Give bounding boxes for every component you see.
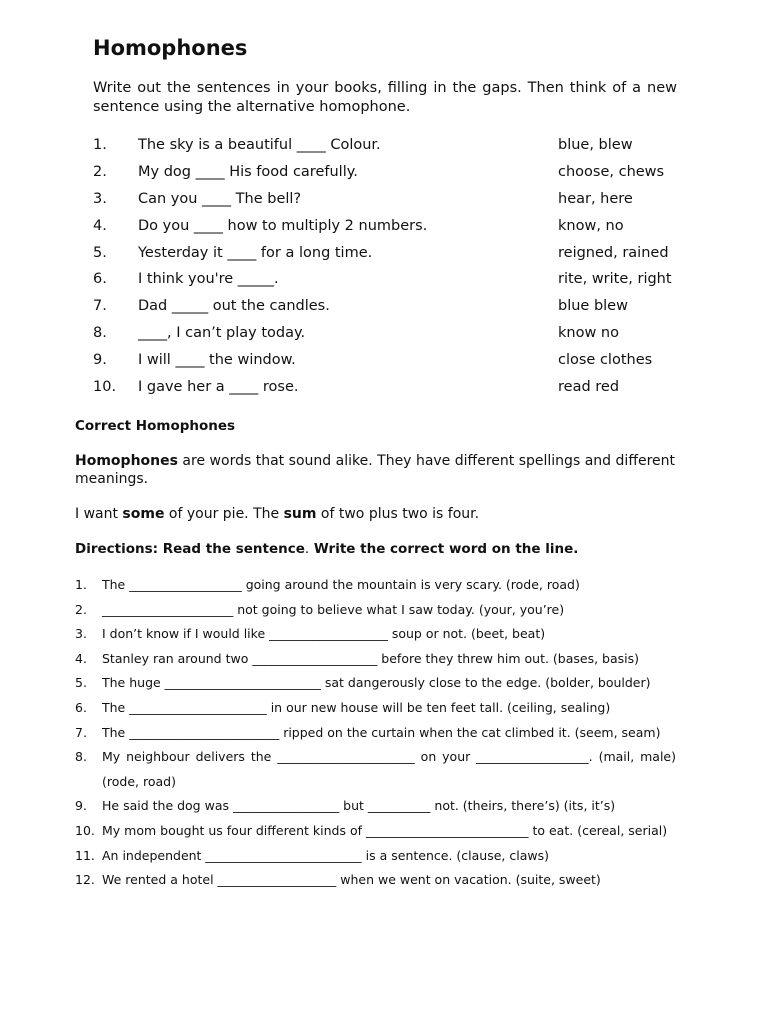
- exercise-2-item: [75, 745, 676, 794]
- exercise-1-item: [93, 346, 683, 373]
- item-number: 3.: [93, 190, 107, 207]
- item-sentence: Dad _____ out the candles.: [138, 298, 330, 315]
- exercise-1-item: [93, 320, 683, 347]
- exercise-1-item: [93, 132, 683, 159]
- item-number: 8.: [93, 324, 107, 341]
- example-sentence: [75, 506, 479, 522]
- example-part: of your pie. The: [164, 506, 284, 522]
- item-number: 1.: [75, 577, 87, 592]
- item-sentence: I think you're _____.: [138, 271, 279, 288]
- item-sentence: Yesterday it ____ for a long time.: [138, 244, 373, 261]
- exercise-1-item: [93, 186, 683, 213]
- item-text: My neighbour delivers the ______________________ on your __________________. (mail, male) (rode, road): [102, 749, 676, 789]
- definition-term: Homophones: [75, 453, 178, 469]
- item-number: 12.: [75, 872, 95, 888]
- item-number: 5.: [75, 675, 87, 691]
- item-number: 9.: [75, 798, 87, 814]
- item-number: 4.: [75, 650, 87, 666]
- item-number: 8.: [75, 749, 87, 765]
- item-number: 6.: [93, 271, 107, 288]
- item-text: An independent _________________________ is a sentence. (clause, claws): [102, 847, 549, 863]
- item-text: The __________________ going around the mountain is very scary. (rode, road): [102, 577, 580, 592]
- exercise-2-item: [75, 844, 676, 869]
- item-sentence: The sky is a beautiful ____ Colour.: [138, 137, 381, 154]
- item-text: He said the dog was _________________ but __________ not. (theirs, there’s) (its, it’s): [102, 798, 616, 814]
- exercise-1-item: [93, 373, 683, 400]
- item-options: know no: [558, 324, 619, 341]
- item-options: blue, blew: [558, 137, 633, 154]
- example-part: I want: [75, 506, 123, 522]
- example-bold-word: sum: [283, 506, 317, 522]
- item-number: 6.: [75, 699, 87, 715]
- definition-text: [75, 452, 675, 488]
- exercise-2-list: [75, 573, 676, 893]
- exercise-2-item: [75, 573, 676, 598]
- item-number: 10.: [93, 378, 117, 395]
- exercise-1-item: [93, 266, 683, 293]
- item-number: 2.: [93, 164, 107, 181]
- directions-part: Write the correct word on the line.: [309, 541, 579, 557]
- exercise-2-item: [75, 696, 676, 721]
- exercise-1-item: [93, 293, 683, 320]
- item-text: My mom bought us four different kinds of __________________________ to eat. (cereal, serial): [102, 822, 668, 838]
- item-text: _____________________ not going to believe what I saw today. (your, you’re): [102, 601, 565, 617]
- item-options: blue blew: [558, 298, 628, 315]
- item-sentence: I will ____ the window.: [138, 351, 296, 368]
- directions-part: Directions: Read the sentence: [75, 541, 305, 557]
- directions-dot: .: [304, 541, 310, 557]
- item-options: read red: [558, 378, 620, 395]
- item-options: close clothes: [558, 351, 653, 368]
- directions-text: [75, 541, 578, 557]
- exercise-2-item: [75, 868, 676, 893]
- exercise-2-item: [75, 721, 676, 746]
- item-sentence: I gave her a ____ rose.: [138, 378, 299, 395]
- item-number: 4.: [93, 217, 107, 234]
- exercise-1-list: [93, 132, 683, 400]
- item-sentence: ____, I can’t play today.: [138, 324, 306, 341]
- item-sentence: Do you ____ how to multiply 2 numbers.: [138, 217, 428, 234]
- item-number: 9.: [93, 351, 107, 368]
- exercise-2-item: [75, 794, 676, 819]
- item-text: We rented a hotel ___________________ when we went on vacation. (suite, sweet): [102, 872, 601, 888]
- item-number: 7.: [93, 298, 107, 315]
- item-sentence: My dog ____ His food carefully.: [138, 164, 358, 181]
- exercise-1-item: [93, 239, 683, 266]
- item-options: know, no: [558, 217, 624, 234]
- item-text: Stanley ran around two ____________________ before they threw him out. (bases, basis): [102, 650, 640, 666]
- item-number: 5.: [93, 244, 107, 261]
- item-options: rite, write, right: [558, 271, 672, 288]
- item-number: 10.: [75, 822, 95, 838]
- item-number: 2.: [75, 601, 87, 617]
- section-heading: Correct Homophones: [75, 418, 236, 434]
- exercise-2-item: [75, 819, 676, 844]
- exercise-2-item: [75, 622, 676, 647]
- item-text: I don’t know if I would like ___________________ soup or not. (beet, beat): [102, 626, 546, 642]
- item-options: choose, chews: [558, 164, 665, 181]
- item-number: 3.: [75, 626, 87, 642]
- exercise-1-item: [93, 212, 683, 239]
- item-options: reigned, rained: [558, 244, 669, 261]
- intro-text: Write out the sentences in your books, filling in the gaps. Then think of a new sentence using the alternative homophone.: [93, 80, 677, 115]
- item-number: 1.: [93, 137, 107, 154]
- exercise-2-item: [75, 647, 676, 672]
- exercise-2-item: [75, 598, 676, 623]
- exercise-2-item: [75, 671, 676, 696]
- item-text: The huge _________________________ sat dangerously close to the edge. (bolder, boulder): [102, 675, 651, 691]
- item-number: 7.: [75, 724, 87, 740]
- item-text: The ______________________ in our new house will be ten feet tall. (ceiling, sealing): [102, 699, 611, 715]
- page-title: Homophones: [93, 36, 248, 60]
- example-bold-word: some: [122, 506, 165, 522]
- item-sentence: Can you ____ The bell?: [138, 190, 302, 207]
- item-options: hear, here: [558, 190, 633, 207]
- item-text: The ________________________ ripped on the curtain when the cat climbed it. (seem, seam): [102, 724, 661, 740]
- definition-body: are words that sound alike. They have different spellings and different meanings.: [75, 453, 675, 487]
- example-part: of two plus two is four.: [316, 506, 480, 522]
- item-number: 11.: [75, 847, 95, 863]
- exercise-1-item: [93, 159, 683, 186]
